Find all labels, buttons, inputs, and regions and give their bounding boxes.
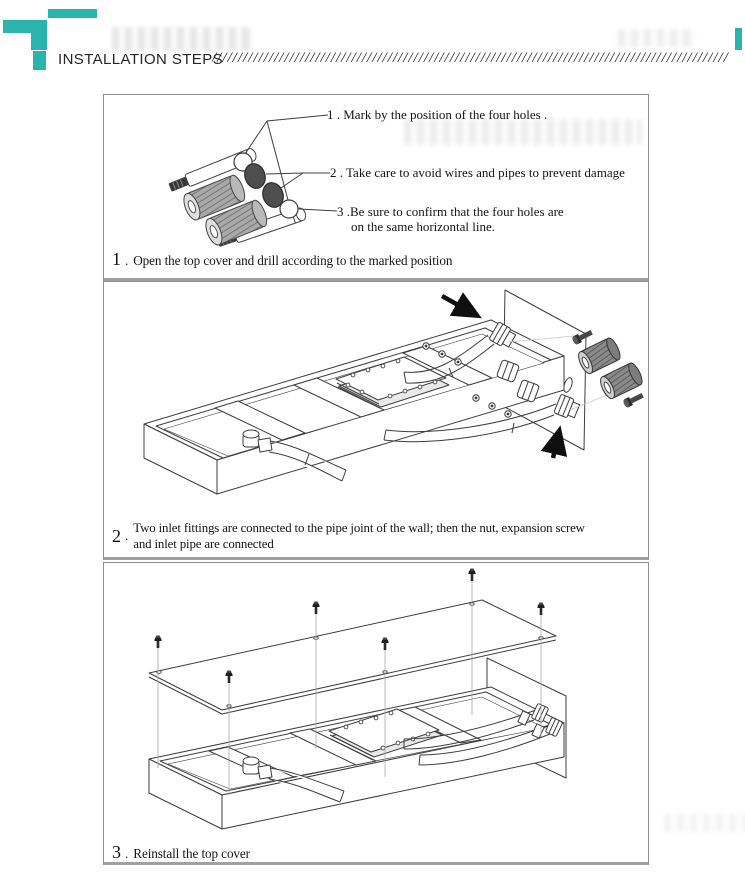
annotation-avoid-wires: 2 . Take care to avoid wires and pipes to prevent damage bbox=[330, 165, 625, 180]
anchor-icon bbox=[598, 361, 645, 400]
step2-caption-line1: Two inlet fittings are connected to the pipe joint of the wall; then the nut, expansion screw bbox=[133, 521, 585, 535]
screw-icon bbox=[312, 601, 319, 614]
step2-number: 2 bbox=[112, 526, 121, 546]
step3-number: 3 bbox=[112, 842, 121, 862]
step1-number: 1 bbox=[112, 249, 121, 269]
step2-dot: . bbox=[125, 528, 129, 543]
frame-chassis bbox=[144, 320, 564, 494]
step1-caption bbox=[112, 250, 452, 269]
screw-icon bbox=[468, 568, 475, 581]
leader-lines bbox=[245, 115, 337, 211]
decorative-slashes: //////////////////////////////////////////////////////////////////////////////////////////////////// bbox=[212, 50, 729, 66]
brand-logo-bar-top bbox=[48, 9, 97, 18]
step1-dot: . bbox=[125, 253, 129, 268]
watermark bbox=[664, 814, 745, 832]
step-3-panel bbox=[103, 562, 649, 865]
annotation-horizontal-line-2: on the same horizontal line. bbox=[351, 219, 496, 234]
step2-caption-text bbox=[133, 520, 585, 552]
step3-caption-text: Reinstall the top cover bbox=[133, 846, 250, 861]
step1-caption-text: Open the top cover and drill according to the marked position bbox=[133, 253, 453, 268]
brand-logo-stem-lower bbox=[33, 51, 46, 70]
annotation-horizontal-line-1: 3 .Be sure to confirm that the four holes are bbox=[337, 204, 564, 219]
step3-dot: . bbox=[125, 846, 129, 861]
page-title: INSTALLATION STEPS bbox=[58, 51, 224, 68]
screw-icon bbox=[537, 602, 544, 615]
watermark bbox=[618, 29, 696, 47]
step2-illustration bbox=[104, 282, 648, 517]
step2-caption-line2: and inlet pipe are connected bbox=[133, 537, 274, 551]
annotation-mark-holes: 1 . Mark by the position of the four holes . bbox=[327, 107, 548, 122]
watermark bbox=[112, 27, 252, 51]
screw-icon bbox=[622, 391, 644, 408]
annotation-horizontal-line bbox=[337, 204, 564, 234]
step2-caption bbox=[112, 520, 585, 552]
brand-logo-bar-left bbox=[3, 20, 47, 33]
step3-illustration bbox=[104, 563, 648, 841]
accent-bar-right bbox=[735, 28, 742, 50]
step3-caption bbox=[112, 843, 250, 862]
step-1-panel bbox=[103, 94, 649, 281]
brand-logo-stem-upper bbox=[31, 33, 47, 50]
step-2-panel bbox=[103, 281, 649, 560]
screw-icon bbox=[154, 635, 161, 648]
